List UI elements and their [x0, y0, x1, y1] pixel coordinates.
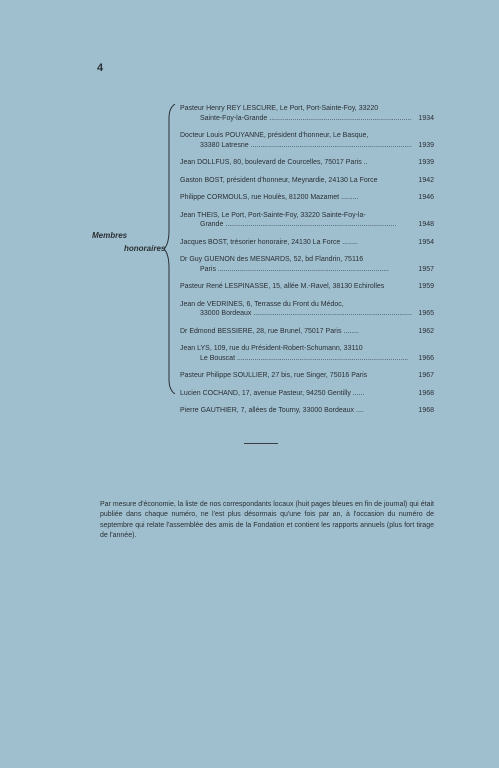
- member-entry-year: 1939: [418, 141, 434, 149]
- member-entry-continuation: Grande .....: [200, 220, 412, 230]
- member-entry-year: 1942: [418, 176, 434, 184]
- member-entry: [180, 327, 434, 337]
- member-entry-year: 1934: [418, 114, 434, 122]
- member-entry-text: Dr Edmond BESSIERE, 28, rue Brunel, 75017 Paris ........: [180, 327, 359, 335]
- member-entry: [180, 406, 434, 416]
- section-label-line1: Membres: [92, 231, 128, 240]
- section-label-line2: honoraires: [124, 244, 166, 253]
- member-entry: [180, 176, 434, 186]
- curly-brace-icon: [163, 104, 177, 394]
- member-entry: [180, 104, 434, 123]
- member-entry-continuation: Sainte-Foy-la-Grande .....: [200, 114, 412, 124]
- member-entry-year: 1957: [418, 265, 434, 273]
- member-entry-year: 1968: [418, 389, 434, 397]
- member-entry-continuation: 33380 Latresne .....: [200, 141, 412, 151]
- page-number: 4: [97, 62, 104, 74]
- section-label: [92, 229, 165, 255]
- member-entry-text: Pasteur Philippe SOULLIER, 27 bis, rue Singer, 75016 Paris: [180, 372, 368, 379]
- member-entry-text: Pasteur Henry REY LESCURE, Le Port, Port-Sainte-Foy, 33220: [180, 105, 379, 112]
- member-entry-text: Lucien COCHAND, 17, avenue Pasteur, 94250 Gentilly ......: [180, 389, 365, 397]
- member-entry-year: 1966: [418, 354, 434, 362]
- footnote: Par mesure d'économie, la liste de nos correspondants locaux (huit pages bleues en fin de journal) qui était publiée dans chaque numéro, ne l'est plus désormais qu'une fois par an, à l'occasion du numéro de septembre qui relate l'assemblée des amis de la Fondation et contient les rapports annuels (plus fort tirage de l'année).: [100, 501, 434, 539]
- member-entry-year: 1962: [418, 327, 434, 335]
- member-entry-year: 1959: [418, 283, 434, 290]
- member-entry-text: Gaston BOST, président d'honneur, Meynardie, 24130 La Force: [180, 176, 378, 184]
- member-entry: [180, 282, 434, 292]
- member-entry-text: Jean de VEDRINES, 6, Terrasse du Front du Médoc,: [180, 300, 344, 308]
- section-divider: [244, 443, 278, 444]
- member-entry-year: 1946: [418, 194, 434, 201]
- member-entry-year: 1939: [418, 159, 434, 166]
- honorary-members-list: [180, 104, 434, 424]
- member-entry: [180, 211, 434, 230]
- member-entry-text: Pasteur René LESPINASSE, 15, allée M.-Ravel, 38130 Echirolles: [180, 283, 385, 290]
- member-entry-year: 1954: [418, 238, 434, 246]
- member-entry-year: 1948: [418, 221, 434, 228]
- member-entry-text: Pierre GAUTHIER, 7, allées de Tourny, 33000 Bordeaux ....: [180, 407, 364, 414]
- member-entry-text: Jean DOLLFUS, 80, boulevard de Courcelles, 75017 Paris ..: [180, 159, 368, 166]
- member-entry: [180, 131, 434, 150]
- member-entry: [180, 371, 434, 381]
- member-entry: [180, 255, 434, 274]
- member-entry: [180, 344, 434, 363]
- member-entry-continuation: 33000 Bordeaux .....: [200, 309, 412, 319]
- member-entry-text: Jean THEIS, Le Port, Port-Sainte-Foy, 33220 Sainte-Foy-la-: [180, 211, 366, 219]
- member-entry-text: Philippe CORMOULS, rue Houlès, 81200 Mazamet .........: [180, 194, 359, 201]
- member-entry-continuation: Le Bouscat .....: [200, 354, 412, 364]
- member-entry-year: 1967: [418, 372, 434, 379]
- member-entry: [180, 389, 434, 399]
- member-entry-year: 1968: [418, 407, 434, 414]
- member-entry-text: Jacques BOST, trésorier honoraire, 24130 La Force ........: [180, 238, 358, 246]
- member-entry: [180, 158, 434, 168]
- member-entry-continuation: Paris .....: [200, 265, 412, 275]
- member-entry: [180, 300, 434, 319]
- member-entry-text: Dr Guy GUENON des MESNARDS, 52, bd Flandrin, 75116: [180, 256, 364, 263]
- member-entry: [180, 193, 434, 203]
- member-entry: [180, 238, 434, 248]
- member-entry-text: Docteur Louis POUYANNE, président d'honneur, Le Basque,: [180, 132, 369, 139]
- member-entry-text: Jean LYS, 109, rue du Président-Robert-Schumann, 33110: [180, 345, 363, 352]
- member-entry-year: 1965: [418, 310, 434, 317]
